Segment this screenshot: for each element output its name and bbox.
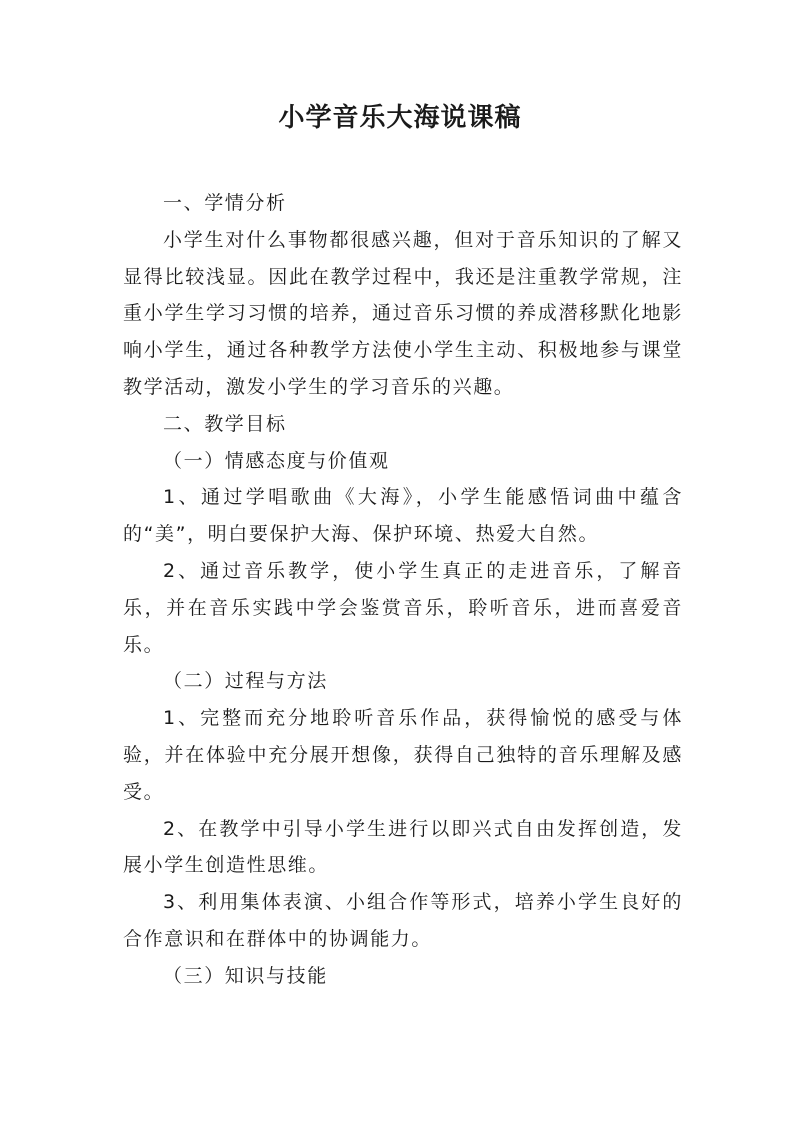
paragraph-process-2: 2、在教学中引导小学生进行以即兴式自由发挥创造，发展小学生创造性思维。 (123, 817, 683, 877)
paragraph-process-3: 3、利用集体表演、小组合作等形式，培养小学生良好的合作意识和在群体中的协调能力。 (123, 891, 683, 950)
document-title: 小学音乐大海说课稿 (278, 103, 522, 133)
subheading-emotion-values: （一）情感态度与价值观 (163, 449, 390, 472)
subheading-process-method: （二）过程与方法 (163, 670, 328, 693)
heading-teaching-goals: 二、教学目标 (163, 412, 287, 435)
subheading-knowledge-skills: （三）知识与技能 (163, 964, 328, 987)
paragraph-emotion-1: 1、通过学唱歌曲《大海》，小学生能感悟词曲中蕴含的“美”，明白要保护大海、保护环境、热爱大自然。 (123, 486, 683, 546)
document-body (123, 185, 683, 995)
paragraph-emotion-2: 2、通过音乐教学，使小学生真正的走进音乐，了解音乐，并在音乐实践中学会鉴赏音乐，聆听音乐，进而喜爱音乐。 (123, 559, 683, 656)
heading-learning-analysis: 一、学情分析 (163, 192, 287, 214)
paragraph-learning-analysis: 小学生对什么事物都很感兴趣，但对于音乐知识的了解又显得比较浅显。因此在教学过程中，我还是注重教学常规，注重小学生学习习惯的培养，通过音乐习惯的养成潜移默化地影响小学生，通过各种教学方法使小学生主动、积极地参与课堂教学活动，激发小学生的学习音乐的兴趣。 (123, 228, 683, 398)
paragraph-process-1: 1、完整而充分地聆听音乐作品，获得愉悦的感受与体验，并在体验中充分展开想像，获得自己独特的音乐理解及感受。 (123, 707, 683, 803)
